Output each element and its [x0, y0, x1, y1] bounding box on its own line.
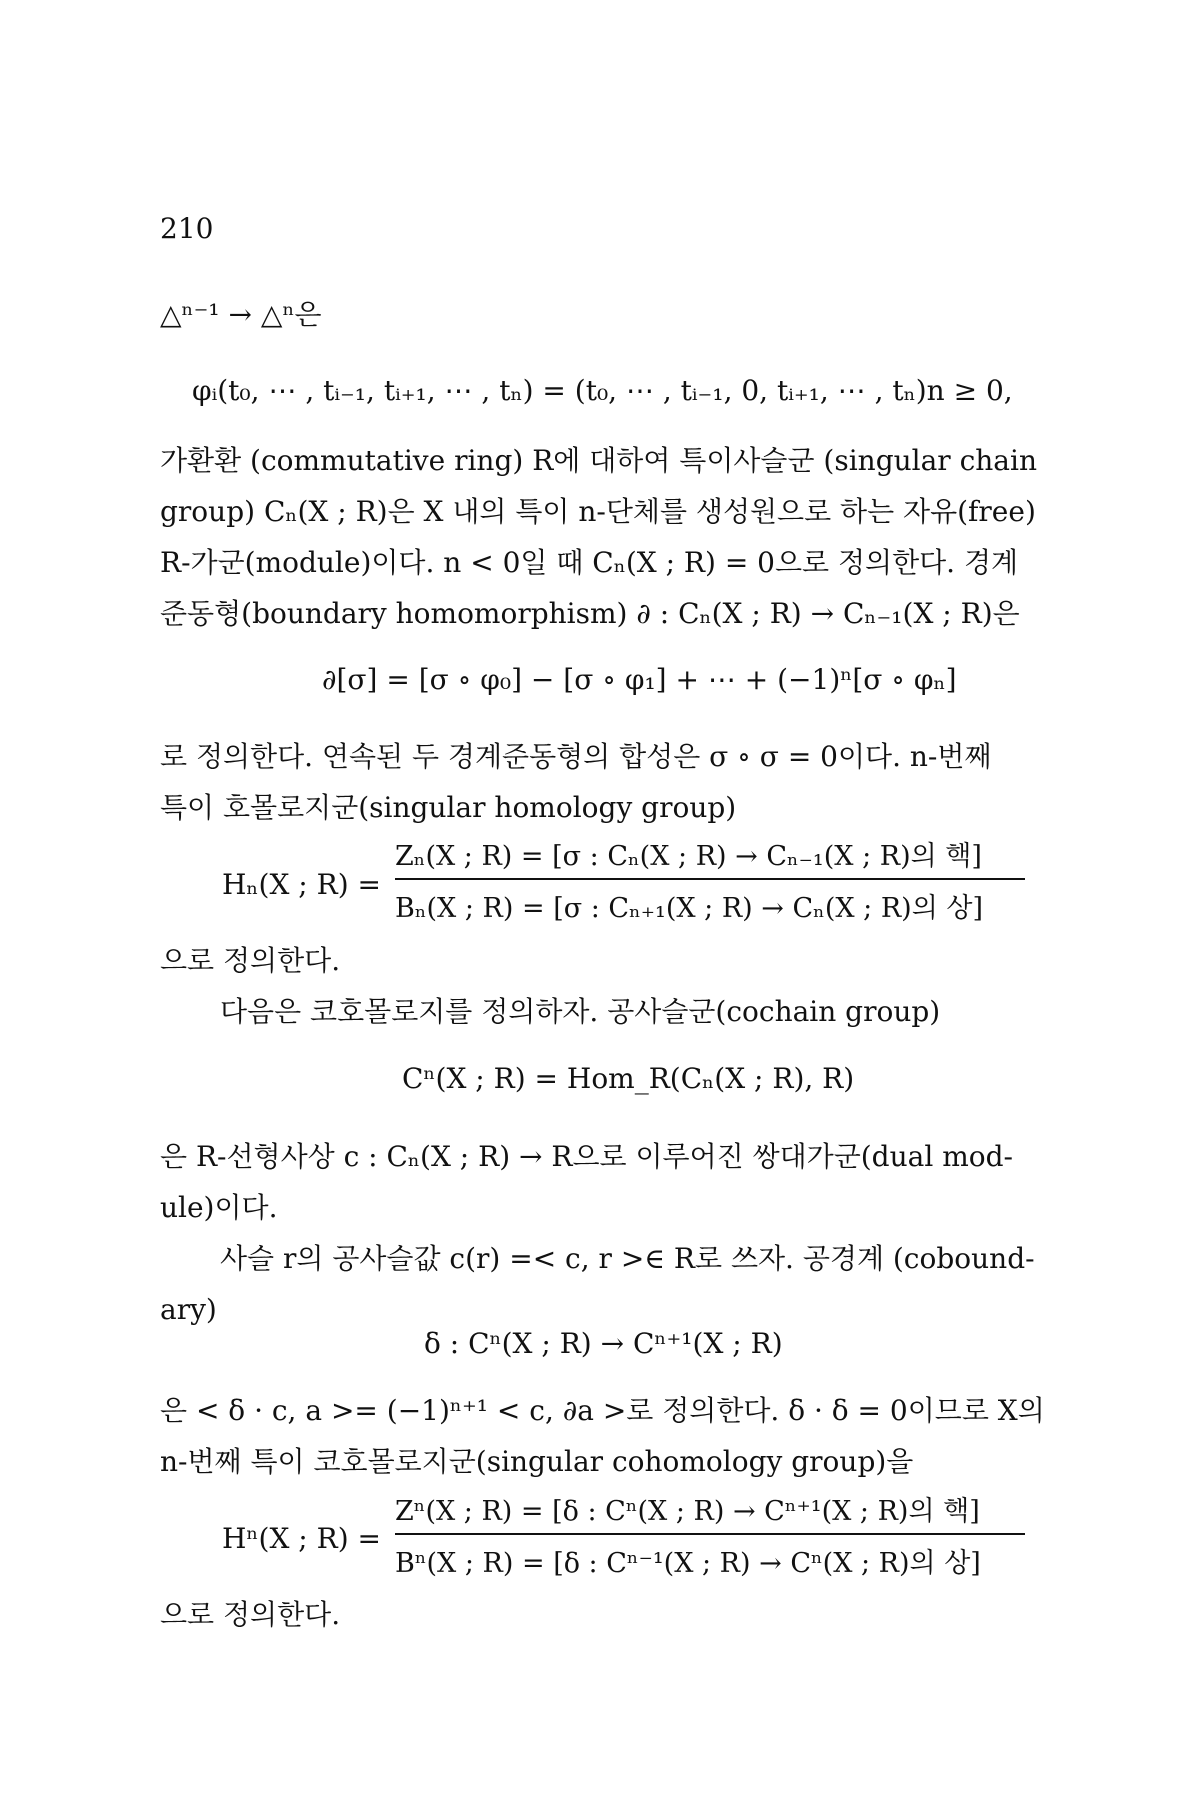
text-line: 으로 정의한다. — [160, 1598, 341, 1631]
text-line: 으로 정의한다. — [160, 944, 341, 977]
homology-lhs: Hₙ(X ; R) = — [222, 868, 381, 901]
text-line: △ⁿ⁻¹ → △ⁿ은 — [160, 298, 322, 331]
text-line: 사슬 r의 공사슬값 c(r) =< c, r >∈ R로 쓰자. 공경계 (cobound- — [220, 1242, 1035, 1275]
homology-numerator: Zₙ(X ; R) = [σ : Cₙ(X ; R) → Cₙ₋₁(X ; R)의 핵] — [395, 841, 982, 872]
equation-face-maps: φᵢ(t₀, ⋯ , tᵢ₋₁, tᵢ₊₁, ⋯ , tₙ) = (t₀, ⋯ , tᵢ₋₁, 0, tᵢ₊₁, ⋯ , tₙ)n ≥ 0, — [192, 374, 1013, 407]
page-number: 210 — [160, 212, 214, 245]
cohomology-numerator: Zⁿ(X ; R) = [δ : Cⁿ(X ; R) → Cⁿ⁺¹(X ; R)의 핵] — [395, 1496, 980, 1527]
text-line: ule)이다. — [160, 1191, 278, 1224]
fraction-bar — [395, 1533, 1025, 1535]
equation-cochain: Cⁿ(X ; R) = Hom_R(Cₙ(X ; R), R) — [402, 1062, 855, 1095]
homology-denominator: Bₙ(X ; R) = [σ : Cₙ₊₁(X ; R) → Cₙ(X ; R)의 상] — [395, 893, 983, 924]
text-line: n-번째 특이 코호몰로지군(singular cohomology group)을 — [160, 1445, 914, 1478]
text-line: 로 정의한다. 연속된 두 경계준동형의 합성은 σ ∘ σ = 0이다. n-번째 — [160, 740, 992, 773]
equation-coboundary: δ : Cⁿ(X ; R) → Cⁿ⁺¹(X ; R) — [424, 1327, 783, 1360]
text-line: 은 R-선형사상 c : Cₙ(X ; R) → R으로 이루어진 쌍대가군(dual mod- — [160, 1140, 1013, 1173]
text-line: 다음은 코호몰로지를 정의하자. 공사슬군(cochain group) — [220, 995, 941, 1028]
cohomology-denominator: Bⁿ(X ; R) = [δ : Cⁿ⁻¹(X ; R) → Cⁿ(X ; R)의 상] — [395, 1548, 981, 1579]
text-line: 가환환 (commutative ring) R에 대하여 특이사슬군 (singular chain — [160, 444, 1037, 477]
text-line: group) Cₙ(X ; R)은 X 내의 특이 n-단체를 생성원으로 하는 자유(free) — [160, 495, 1036, 528]
text-line: 은 < δ · c, a >= (−1)ⁿ⁺¹ < c, ∂a >로 정의한다. δ · δ = 0이므로 X의 — [160, 1394, 1045, 1427]
equation-boundary: ∂[σ] = [σ ∘ φ₀] − [σ ∘ φ₁] + ⋯ + (−1)ⁿ[σ ∘ φₙ] — [322, 663, 957, 696]
text-line: 준동형(boundary homomorphism) ∂ : Cₙ(X ; R) → Cₙ₋₁(X ; R)은 — [160, 597, 1020, 630]
cohomology-lhs: Hⁿ(X ; R) = — [222, 1522, 381, 1555]
fraction-bar — [395, 878, 1025, 880]
text-line: R-가군(module)이다. n < 0일 때 Cₙ(X ; R) = 0으로 정의한다. 경계 — [160, 546, 1019, 579]
text-line: ary) — [160, 1293, 217, 1326]
text-line: 특이 호몰로지군(singular homology group) — [160, 791, 737, 824]
